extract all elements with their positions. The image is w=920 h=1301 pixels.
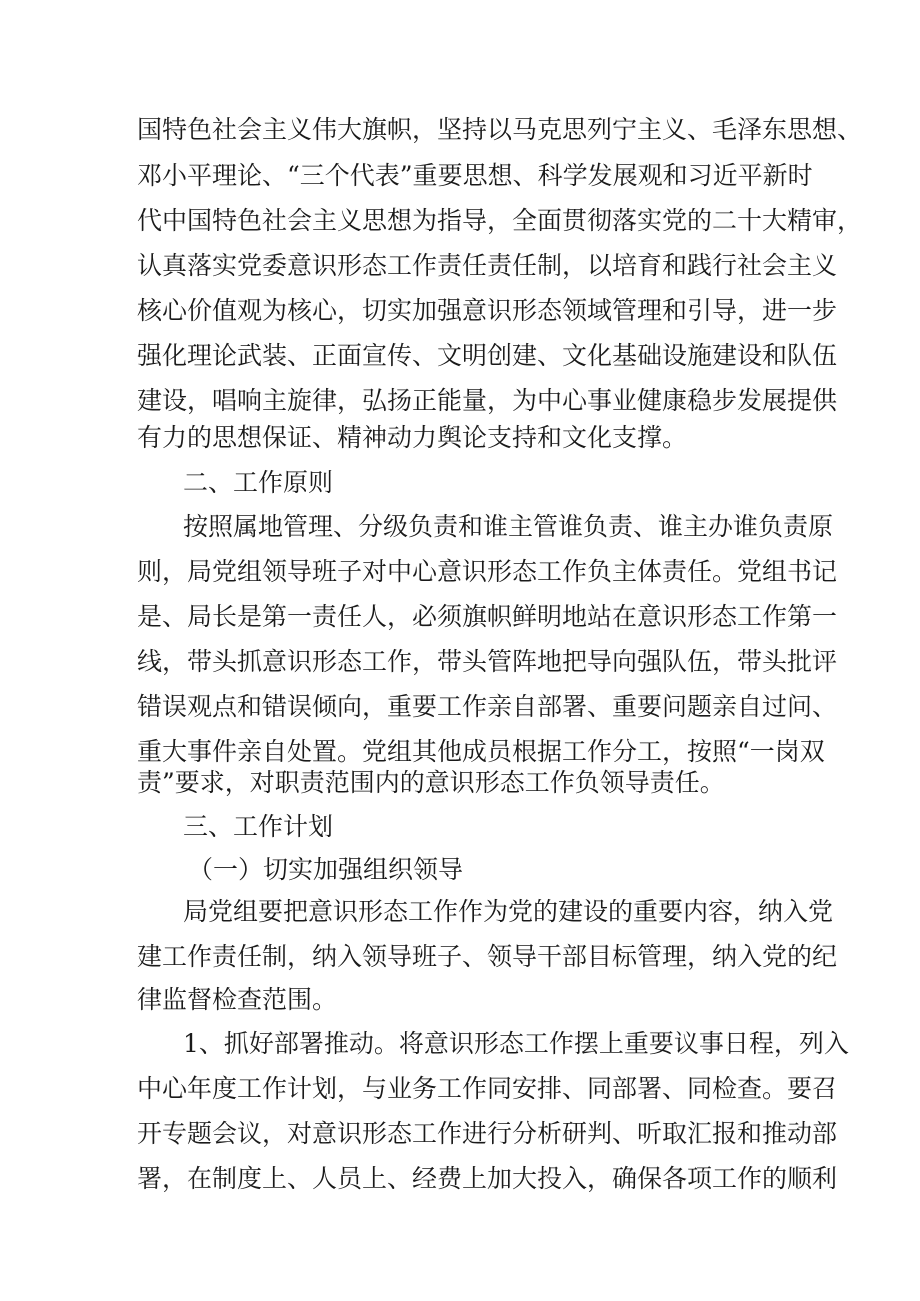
subsection-heading: （一）切实加强组织领导 (188, 855, 464, 884)
body-text-line: 认真落实党委意识形态工作责任责任制，以培育和践行社会主义 (137, 251, 838, 280)
body-text-line: 国特色社会主义伟大旗帜，坚持以马克思列宁主义、毛泽东思想、 (137, 115, 863, 144)
body-text-line: 责”要求，对职责范围内的意识形态工作负领导责任。 (137, 768, 725, 797)
body-text-line: 是、局长是第一责任人，必须旗帜鲜明地站在意识形态工作第一 (137, 602, 838, 631)
body-text-line: 开专题会议，对意识形态工作进行分析研判、听取汇报和推动部 (137, 1119, 838, 1148)
body-text-line: 律监督检查范围。 (137, 985, 338, 1014)
body-text-line: 代中国特色社会主义思想为指导，全面贯彻落实党的二十大精审， (137, 206, 863, 235)
body-text-line: 署，在制度上、人员上、经费上加大投入，确保各项工作的顺利 (137, 1164, 838, 1193)
body-text-line: 线，带头抓意识形态工作，带头管阵地把导向强队伍，带头批评 (137, 647, 838, 676)
body-text-line: 中心年度工作计划，与业务工作同安排、同部署、同检查。要召 (137, 1074, 838, 1103)
section-heading: 二、工作原则 (183, 468, 334, 497)
section-heading: 三、工作计划 (183, 812, 334, 841)
body-text-line: 按照属地管理、分级负责和谁主管谁负责、谁主办谁负责原 (183, 512, 834, 541)
body-text-line: 局党组要把意识形态工作作为党的建设的重要内容，纳入党 (183, 897, 834, 926)
body-text-line: 错误观点和错误倾向，重要工作亲自部署、重要问题亲自过问、 (137, 692, 838, 721)
body-text-line: 核心价值观为核心，切实加强意识形态领域管理和引导，进一步 (137, 296, 838, 325)
body-text-line: 建设，唱响主旋律，弘扬正能量，为中心事业健康稳步发展提供 (137, 386, 838, 415)
body-text-line: 则，局党组领导班子对中心意识形态工作负主体责任。党组书记 (137, 557, 838, 586)
body-text-line: 邓小平理论、“三个代表”重要思想、科学发展观和习近平新时 (137, 161, 813, 190)
body-text-line: 强化理论武装、正面宣传、文明创建、文化基础设施建设和队伍 (137, 341, 838, 370)
body-text-line: 重大事件亲自处置。党组其他成员根据工作分工，按照“一岗双 (137, 737, 825, 766)
body-text-line: 有力的思想保证、精神动力舆论支持和文化支撑。 (137, 423, 688, 452)
body-text-line: 1、抓好部署推动。将意识形态工作摆上重要议事日程，列入 (183, 1029, 849, 1058)
body-text-line: 建工作责任制，纳入领导班子、领导干部目标管理，纳入党的纪 (137, 942, 838, 971)
